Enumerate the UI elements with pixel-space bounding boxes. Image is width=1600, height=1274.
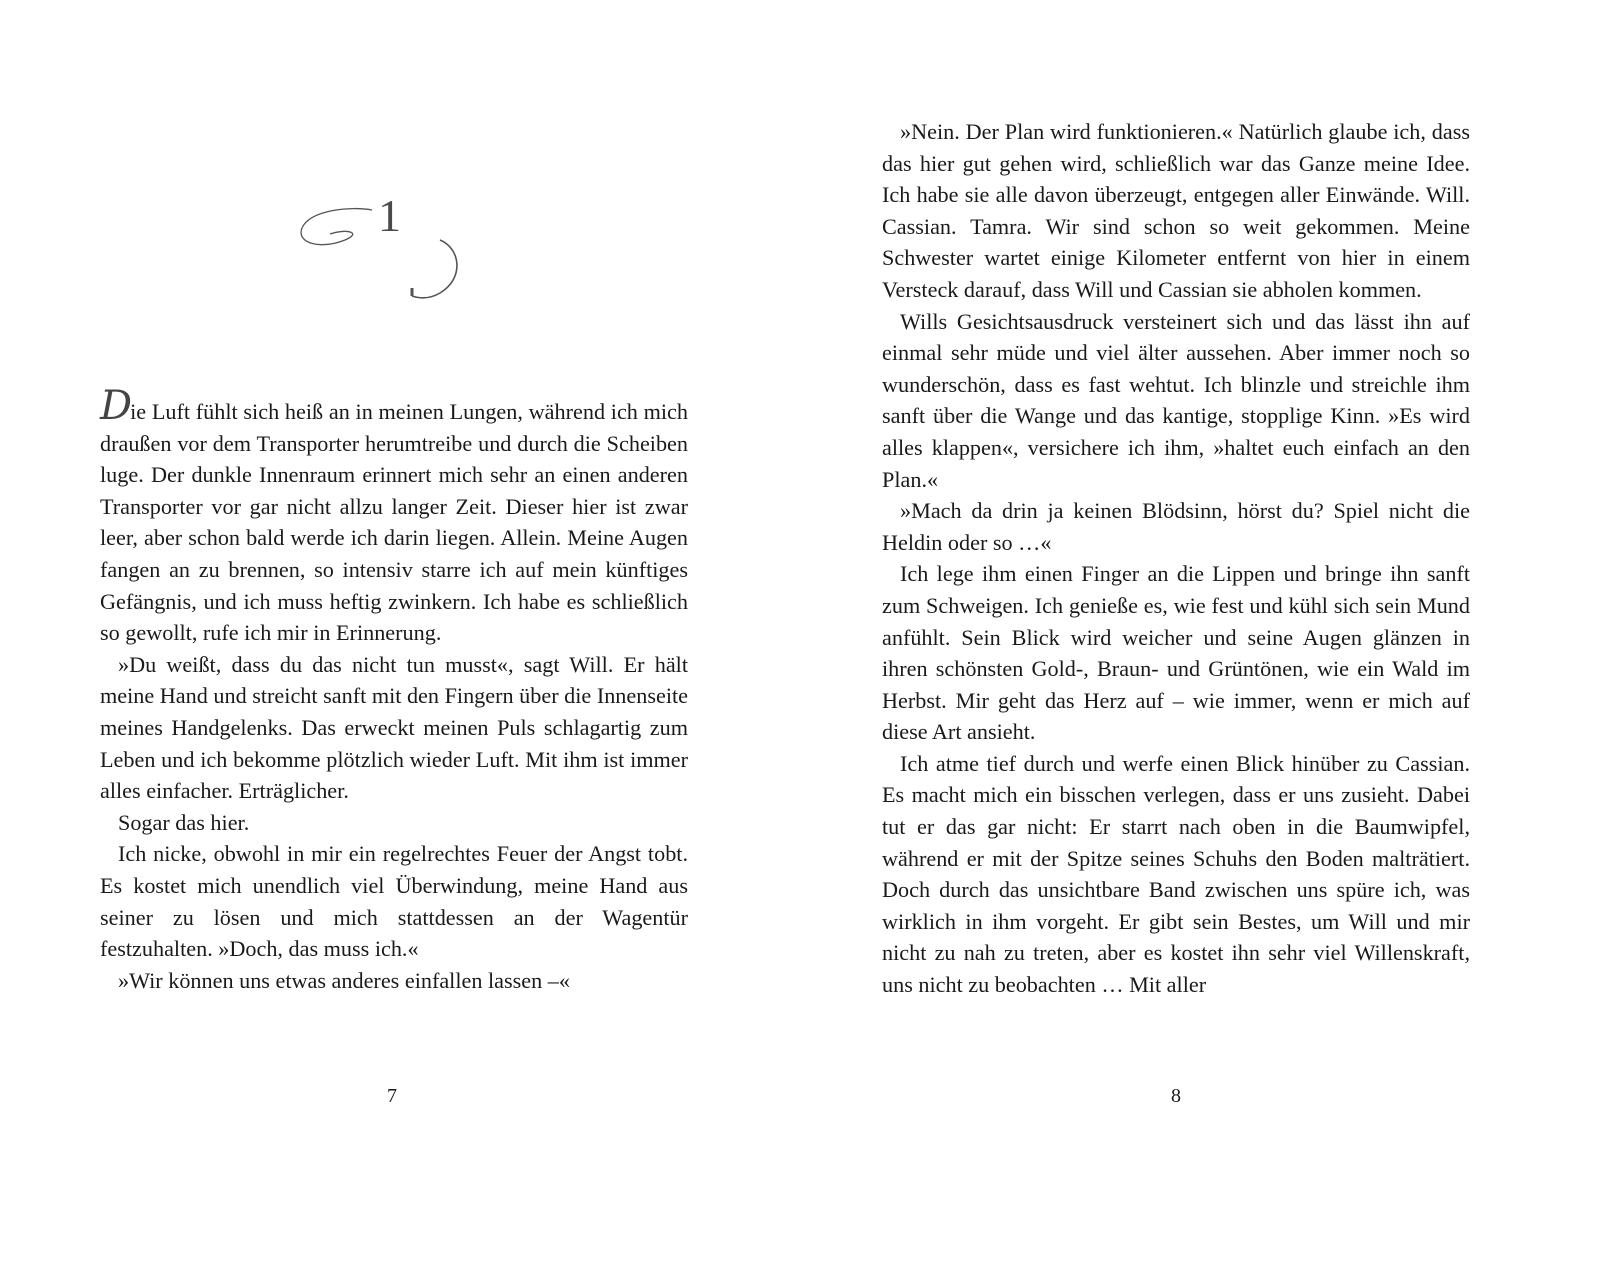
paragraph: »Du weißt, dass du das nicht tun musst«, sagt Will. Er hält meine Hand und streicht sanft mit den Fingern über die Innenseite meines Handgelenks. Das erweckt meinen Puls schlagartig zum Leben und ich bekomme plötzlich wieder Luft. Mit ihm ist immer alles einfacher. Erträglicher. — [100, 651, 688, 804]
left-body-text — [100, 383, 688, 996]
page-number: 7 — [387, 1085, 397, 1107]
left-page — [0, 0, 790, 1274]
paragraph: Ich lege ihm einen Finger an die Lippen und bringe ihn sanft zum Schweigen. Ich genieße es, wie fest und kühl sich sein Mund anfühlt. Sein Blick wird weicher und seine Augen glänzen in ihren schönsten Gold-, Braun- und Grüntönen, wie ein Wald im Herbst. Mir geht das Herz auf – wie immer, wenn er mich auf diese Art ansieht. — [882, 561, 1470, 745]
paragraph: Ich nicke, obwohl in mir ein regelrechtes Feuer der Angst tobt. Es kostet mich unendlich viel Überwindung, meine Hand aus seiner zu lösen und mich stattdessen an der Wagentür festzuhalten. »Doch, das muss ich.« — [100, 841, 688, 962]
paragraph: »Wir können uns etwas anderes einfallen lassen –« — [118, 967, 570, 993]
right-body-text — [882, 116, 1470, 1001]
paragraph: Sogar das hier. — [118, 809, 250, 835]
paragraph: Ich atme tief durch und werfe einen Blick hinüber zu Cassian. Es macht mich ein bisschen verlegen, dass er uns zusieht. Dabei tut er das gar nicht: Er starrt nach oben in die Baumwipfel, während er mit der Spitze seines Schuhs den Boden malträtiert. Doch durch das unsichtbare Band zwischen uns spüre ich, was wirklich in ihm vorgeht. Er gibt sein Bestes, um Will und mir nicht zu nah zu treten, aber es kostet ihn sehr viel Willenskraft, uns nicht zu beobachten … Mit aller — [882, 750, 1470, 998]
chapter-number: 1 — [378, 190, 401, 241]
paragraph: Wills Gesichtsausdruck versteinert sich und das lässt ihn auf einmal sehr müde und viel älter aussehen. Aber immer noch so wunderschön, dass es fast wehtut. Ich blinzle und streichle ihm sanft über die Wange und das kantige, stopplige Kinn. »Es wird alles klappen«, versichere ich ihm, »haltet euch einfach an den Plan.« — [882, 308, 1470, 492]
paragraph: »Nein. Der Plan wird funktionieren.« Natürlich glaube ich, dass das hier gut gehen wird, schließlich war das Ganze meine Idee. Ich habe sie alle davon überzeugt, entgegen aller Einwände. Will. Cassian. Tamra. Wir sind schon so weit gekommen. Meine Schwester wartet einige Kilometer entfernt von hier in einem Versteck darauf, dass Will und Cassian sie abholen kommen. — [882, 119, 1470, 302]
paragraph: »Mach da drin ja keinen Blödsinn, hörst du? Spiel nicht die Heldin oder so …« — [882, 498, 1470, 555]
page-number: 8 — [1171, 1085, 1181, 1107]
right-page — [800, 0, 1600, 1274]
opening-paragraph — [100, 383, 688, 649]
drop-cap: D — [100, 383, 131, 429]
opening-paragraph-text: ie Luft fühlt sich heiß an in meinen Lungen, während ich mich draußen vor dem Transporter herumtreibe und durch die Scheiben luge. Der dunkle Innenraum erinnert mich sehr an einen anderen Transporter vor gar nicht allzu langer Zeit. Dieser hier ist zwar leer, aber schon bald werde ich darin liegen. Allein. Meine Augen fangen an zu brennen, so intensiv starre ich auf mein künftiges Gefängnis, und ich muss heftig zwinkern. Ich habe es schließlich so gewollt, rufe ich mir in Erinnerung. — [100, 399, 688, 646]
